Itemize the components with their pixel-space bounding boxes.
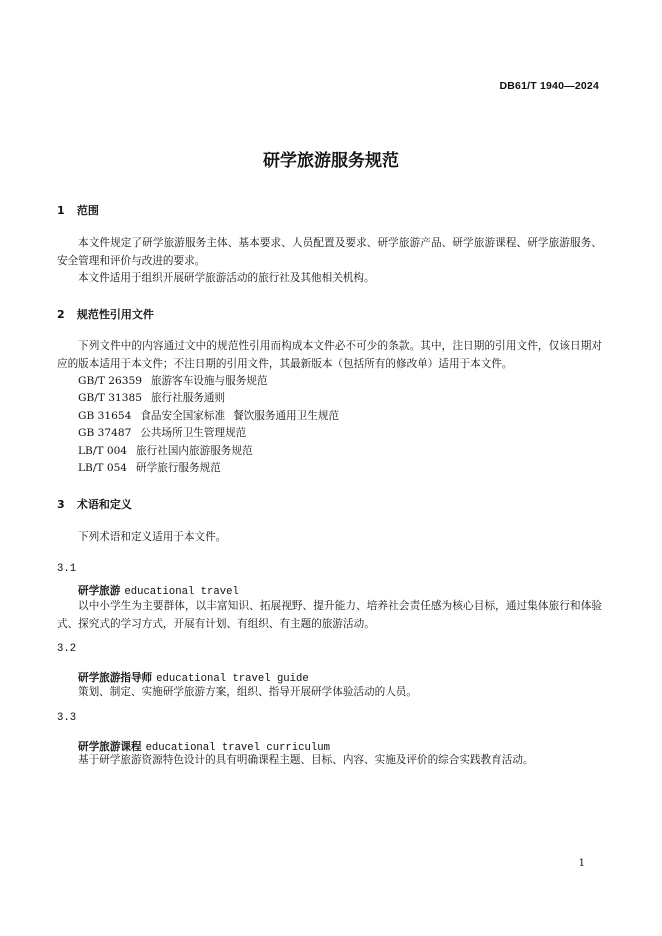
page-number: 1 <box>578 858 585 869</box>
reference-item <box>78 460 221 478</box>
term-chinese: 研学旅游 <box>78 585 121 597</box>
paragraph: 下列文件中的内容通过文中的规范性引用而构成本文件必不可少的条款。其中，注日期的引用文件，仅该日期对应的版本适用于本文件；不注日期的引用文件，其最新版本（包括所有的修改单）适用于本文件。 <box>57 340 602 370</box>
reference-title: 食品安全国家标准 <box>140 410 226 422</box>
reference-code: LB/T 004 <box>78 445 128 457</box>
section-number: 2 <box>57 308 65 321</box>
reference-item <box>78 443 253 461</box>
reference-title: 公共场所卫生管理规范 <box>140 427 247 439</box>
reference-code: LB/T 054 <box>78 462 128 474</box>
reference-title: 旅游客车设施与服务规范 <box>150 375 268 387</box>
term-number: 3.2 <box>57 643 77 655</box>
reference-code: GB 37487 <box>78 427 132 439</box>
reference-title: 旅行社服务通则 <box>150 392 226 404</box>
term-number: 3.1 <box>57 563 77 575</box>
paragraph: 本文件规定了研学旅游服务主体、基本要求、人员配置及要求、研学旅游产品、研学旅游课程、研学旅游服务、安全管理和评价与改进的要求。 <box>57 237 602 267</box>
section-number: 1 <box>57 204 65 217</box>
document-title: 研学旅游服务规范 <box>263 151 399 171</box>
term-definition: 基于研学旅游资源特色设计的具有明确课程主题、目标、内容、实施及评价的综合实践教育活动。 <box>78 754 534 766</box>
term-definition: 策划、制定、实施研学旅游方案，组织、指导开展研学体验活动的人员。 <box>78 686 417 698</box>
reference-code: GB/T 26359 <box>78 375 142 387</box>
term-english: educational travel <box>124 586 239 598</box>
reference-title: 旅行社国内旅游服务规范 <box>136 445 253 457</box>
reference-code: GB 31654 <box>78 410 132 422</box>
term-definition: 以中小学生为主要群体，以丰富知识、拓展视野、提升能力、培养社会责任感为核心目标，通过集体旅行和体验式、探究式的学习方式，开展有计划、有组织、有主题的旅游活动。 <box>57 600 602 630</box>
reference-item <box>78 390 225 408</box>
standard-code: DB61/T 1940—2024 <box>499 80 599 92</box>
section-heading-scope <box>57 202 99 218</box>
reference-item <box>78 373 267 391</box>
section-title: 范围 <box>76 204 99 217</box>
section-title: 术语和定义 <box>76 498 132 511</box>
reference-code: GB/T 31385 <box>78 392 142 404</box>
section-heading-normative-references <box>57 306 154 322</box>
term-english: educational travel guide <box>156 673 309 685</box>
reference-subtitle: 餐饮服务通用卫生规范 <box>233 410 340 422</box>
term-chinese: 研学旅游指导师 <box>78 672 153 684</box>
reference-title: 研学旅行服务规范 <box>136 462 221 474</box>
section-title: 规范性引用文件 <box>76 308 154 321</box>
paragraph: 下列术语和定义适用于本文件。 <box>78 531 227 543</box>
term-number: 3.3 <box>57 712 77 724</box>
term-english: educational travel curriculum <box>145 742 330 754</box>
term-entry <box>78 581 239 599</box>
section-number: 3 <box>57 498 65 511</box>
section-heading-terms <box>57 496 132 512</box>
reference-item <box>78 425 246 443</box>
paragraph: 本文件适用于组织开展研学旅游活动的旅行社及其他相关机构。 <box>78 272 375 284</box>
term-chinese: 研学旅游课程 <box>78 741 142 753</box>
reference-item <box>78 408 339 426</box>
